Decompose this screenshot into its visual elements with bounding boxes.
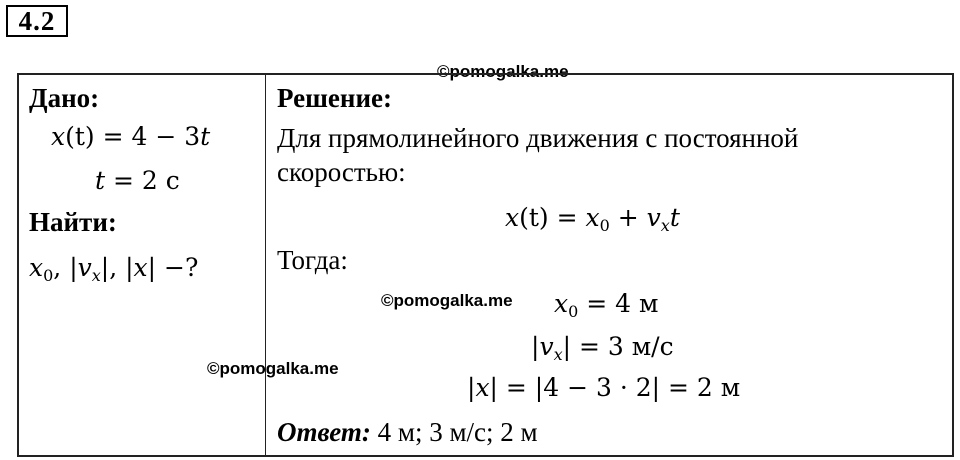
watermark-top: ©pomogalka.me — [437, 62, 569, 81]
watermark-middle: ©pomogalka.me — [381, 291, 513, 310]
column-divider — [265, 75, 266, 455]
answer-label: Ответ: — [277, 417, 371, 447]
find-quantities: $x_0$, $|v_x|$, |x| −? — [29, 253, 199, 285]
problem-number: 4.2 — [6, 5, 68, 37]
answer-line — [277, 417, 538, 447]
answer-value: 4 м; 3 м/с; 2 м — [370, 417, 538, 447]
result-vx: $|v_x| = 3$ м/с — [531, 332, 674, 364]
solution-text-line1: Для прямолинейного движения с постоянной — [277, 123, 799, 153]
given-column — [29, 75, 259, 455]
solution-text-line2: скоростью: — [277, 157, 406, 187]
solution-table — [17, 73, 954, 457]
solution-column — [277, 75, 942, 455]
solution-heading: Решение: — [277, 83, 392, 113]
given-time: t = 2 с — [95, 166, 180, 195]
watermark-bottom: ©pomogalka.me — [207, 359, 339, 378]
find-heading: Найти: — [29, 207, 117, 237]
result-x: |x| = |4 − 3 · 2| = 2 м — [467, 373, 741, 402]
then-label: Тогда: — [277, 245, 348, 275]
motion-formula: $x(t) = x_0 + v_xt$ — [505, 203, 680, 235]
result-x0: $x_0 = 4$ м — [554, 289, 659, 321]
given-equation: x(t) = 4 − 3t — [51, 122, 211, 151]
given-heading: Дано: — [29, 83, 100, 113]
